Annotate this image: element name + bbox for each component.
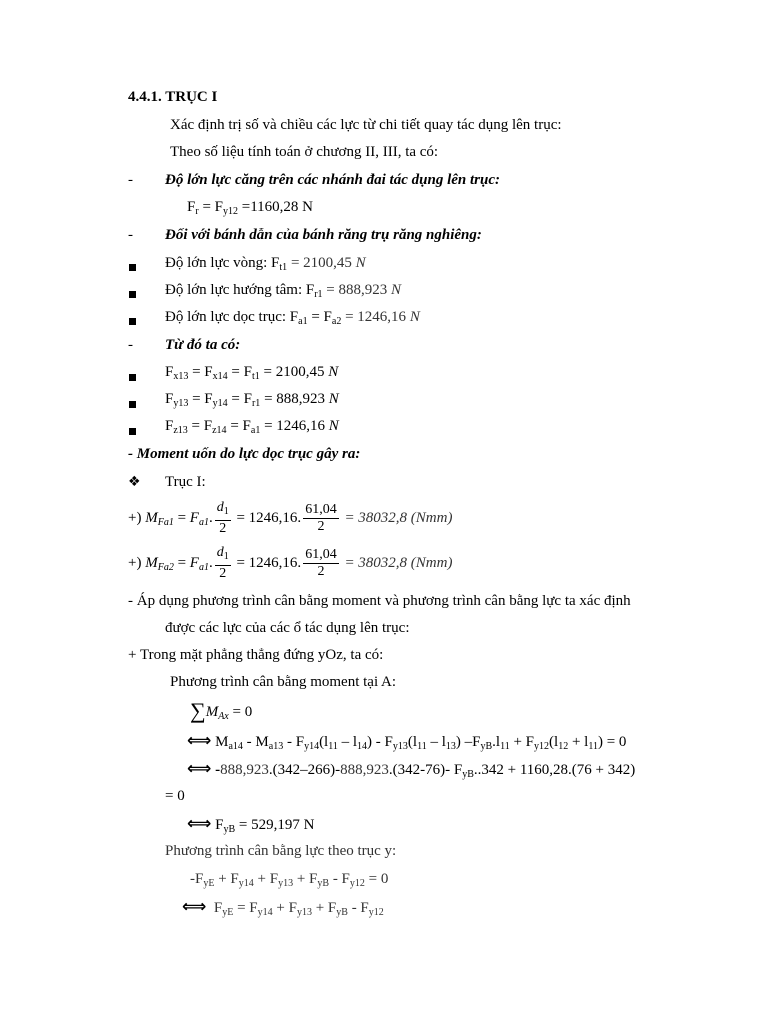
intro-line-2: Theo số liệu tính toán ở chương II, III, ta có: [170,144,439,160]
moment-at-a-title: Phương trình cân bằng moment tại A: [170,674,397,690]
dash-marker: - [128,172,133,188]
force-x-equation: $F_{x13} = F_{x14} = F_{t1} = 2100,45$ N [165,364,339,382]
fraction-value-over-2: $\frac{61,04}{2}$ [305,547,337,580]
force-balance-equation: $-F_{yE} + F_{y14} + F_{y13} + F_{yB} - F_{y12} = 0$ [190,871,389,889]
double-arrow-icon: ⟺ [182,897,207,917]
bullet-square-icon [129,286,136,303]
bullet-square-icon [129,396,136,413]
numeric-balance-equation-end: = 0 [165,788,185,804]
double-arrow-icon: ⟺ [187,814,212,834]
intro-line-1: Xác định trị số và chiều các lực từ chi tiết quay tác dụng lên trục: [170,117,562,133]
fye-equation: ⟺ $F_{yE} = F_{y14} + F_{y13} + F_{yB} - F_{y12}$ [182,897,384,918]
dash-marker: - [128,337,133,353]
force-z-equation: $F_{z13} = F_{z14} = F_{a1} = 1246,16$ N [165,418,339,436]
section-heading: 4.4.1. TRỤC I [128,89,218,105]
gear-item-tangential: Độ lớn lực vòng: $F_{t1} = 2100,45$ N [165,255,366,273]
force-balance-title: Phương trình cân bằng lực theo trục y: [165,843,397,859]
belt-section-title: Độ lớn lực căng trên các nhánh đai tác dụng lên trục: [165,172,500,188]
bullet-square-icon [129,423,136,440]
moment-result-2: = 38032,8 (Nmm) [340,555,453,571]
gear-item-radial: Độ lớn lực hướng tâm: $F_{r1} = 888,923$ N [165,282,402,300]
belt-force-equation: $F_r = F_{y12} =1160,28$ N [187,199,313,217]
gear-item-axial: Độ lớn lực dọc trục: $F_{a1} = F_{a2} = 1246,16$ N [165,309,420,327]
moment-balance-equation: ⟺ $M_{a14} - M_{a13} - F_{y14}(l_{11} - l_{14}) - F_{y13}(l_{11} - l_{13}) -F_{yB}.l_{11} + F_{y12}(l_{12} + l_{11}) = 0$ [187,731,627,752]
numeric-balance-equation: ⟺ -888,923.(342–266)-888,923.(342-76)- $F_{yB}..342 + 1160,28.(76 + 342)$ [187,759,636,780]
bullet-square-icon [129,259,136,276]
fraction-d1-over-2: $\frac{d_1}{2}$ [216,500,229,537]
bullet-square-icon [129,369,136,386]
moment-equation-2: +) $M_{Fa2} = F_{a1}$. $\frac{d_1}{2}$ = 1246,16. $\frac{61,04}{2}$ = 38032,8 (Nmm) [128,545,453,582]
belt-force-value: 1160,28 N [250,199,313,215]
shaft-label: Trục I: [165,474,206,490]
fraction-d1-over-2: $\frac{d_1}{2}$ [216,545,229,582]
fraction-value-over-2: $\frac{61,04}{2}$ [305,502,337,535]
dash-marker: - [128,227,133,243]
apply-line-1: - Áp dụng phương trình cân bằng moment và phương trình cân bằng lực ta xác định [128,593,631,609]
plane-yoz-line: + Trong mặt phẳng thẳng đứng yOz, ta có: [128,647,384,663]
double-arrow-icon: ⟺ [187,759,212,779]
sum-moment-equation: $\sum M_{Ax} = 0$ [190,698,253,723]
double-arrow-icon: ⟺ [187,731,212,751]
diamond-bullet-icon: ❖ [128,474,141,490]
gear-section-title: Đối với bánh dẫn của bánh răng trụ răng nghiêng: [165,227,482,243]
bullet-square-icon [129,313,136,330]
moment-section-title: - Moment uốn do lực dọc trục gây ra: [128,446,361,462]
moment-equation-1: +) $M_{Fa1} = F_{a1}$. $\frac{d_1}{2}$ = 1246,16. $\frac{61,04}{2}$ = 38032,8 (Nmm) [128,500,453,537]
sigma-icon: ∑ [190,698,206,723]
apply-line-2: được các lực của các ổ tác dụng lên trục: [165,620,410,636]
fyb-result-line: ⟺ $F_{yB} = 529,197$ N [187,814,315,835]
force-y-equation: $F_{y13} = F_{y14} = F_{r1} = 888,923$ N [165,391,339,409]
moment-result-1: = 38032,8 (Nmm) [340,510,453,526]
from-section-title: Từ đó ta có: [165,337,241,353]
